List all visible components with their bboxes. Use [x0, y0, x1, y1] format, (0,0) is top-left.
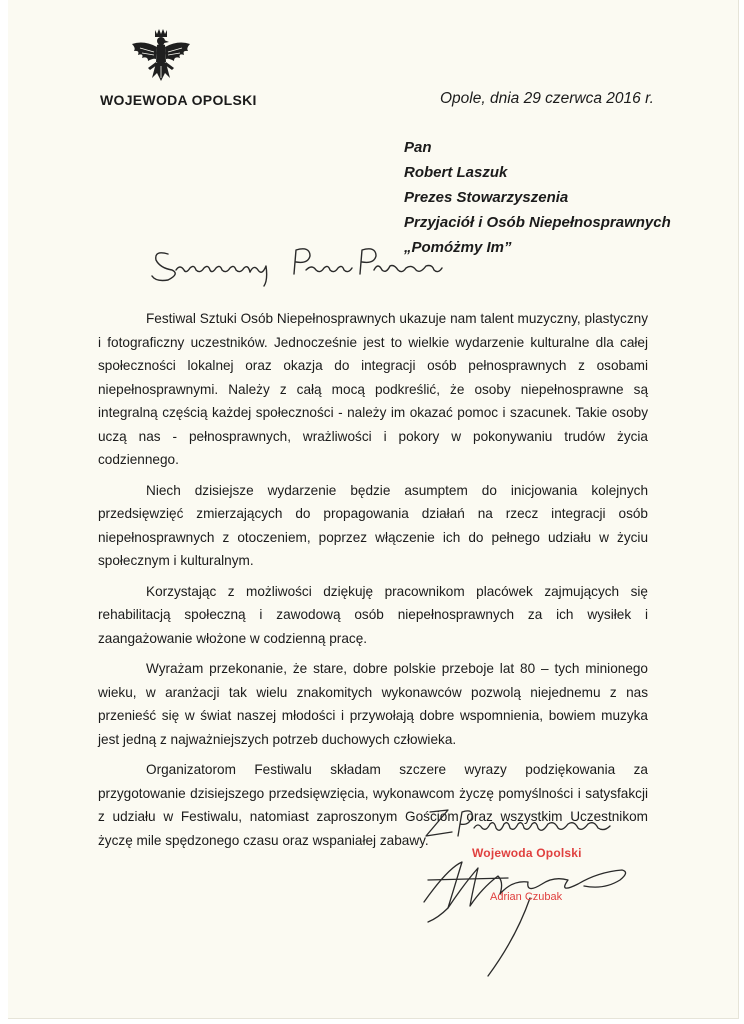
body-paragraph: Wyrażam przekonanie, że stare, dobre polskie przeboje lat 80 – tych minionego wieku, w aranżacji tak wielu znakomitych wykonawców pozwolą niejednemu z nas przenieść się w świat naszej młodości i przywołają dobre wspomnienia, bowiem muzyka jest jedną z najważniejszych potrzeb duchowych człowieka. — [98, 661, 648, 747]
addressee-line: Pan — [404, 139, 432, 156]
body-paragraph: Niech dzisiejsze wydarzenie będzie asumptem do inicjowania kolejnych przedsięwzięć zmierzających do propagowania działań na rzecz integracji osób niepełnosprawnych z otoczeniem, poprzez włączenie ich do pełnego udziału w życiu społecznym i kulturalnym. — [98, 482, 648, 568]
body-paragraph: Korzystając z możliwości dziękuję pracownikom placówek zajmujących się rehabilitacją społeczną i zawodową osób niepełnosprawnych za ich wysiłek i zaangażowanie włożone w codzienną pracę. — [98, 583, 648, 646]
letter-body — [98, 307, 648, 859]
addressee-line: Robert Laszuk — [404, 164, 508, 181]
polish-eagle-icon — [126, 26, 196, 86]
handwritten-salutation — [146, 240, 446, 288]
signature-block — [408, 798, 648, 998]
addressee-line: Prezes Stowarzyszenia — [404, 189, 569, 206]
addressee-line: „Pomóżmy Im” — [404, 239, 512, 256]
body-paragraph: Organizatorom Festiwalu składam szczere wyrazy podziękowania za przygotowanie dzisiejszego przedsięwzięcia, wykonawcom życzę pomyślności i satysfakcji z udziału w Festiwalu, natomiast zaproszonym Gościom oraz wszystkim Uczestnikom życzę mile spędzonego czasu oraz wspaniałej zabawy. — [98, 762, 648, 848]
stamp-title: Wojewoda Opolski — [472, 846, 582, 860]
office-name: WOJEWODA OPOLSKI — [100, 92, 257, 108]
stamp-name: Adrian Czubak — [490, 891, 563, 903]
date-line: Opole, dnia 29 czerwca 2016 r. — [440, 90, 654, 107]
letter-page — [8, 0, 739, 1019]
addressee-line: Przyjaciół i Osób Niepełnosprawnych — [404, 214, 671, 231]
body-paragraph: Festiwal Sztuki Osób Niepełnosprawnych ukazuje nam talent muzyczny, plastyczny i fotograficzny uczestników. Jednocześnie jest to wielkie wydarzenie kulturalne dla całej społeczności lokalnej oraz okazja do integracji osób pełnosprawnych z osobami niepełnosprawnymi. Należy z całą mocą podkreślić, że osoby niepełnosprawne są integralną częścią każdej społeczności - należy im okazać pomoc i szacunek. Takie osoby uczą nas - pełnosprawnych, wrażliwości i pokory w pokonywaniu trudów życia codziennego. — [98, 311, 648, 467]
